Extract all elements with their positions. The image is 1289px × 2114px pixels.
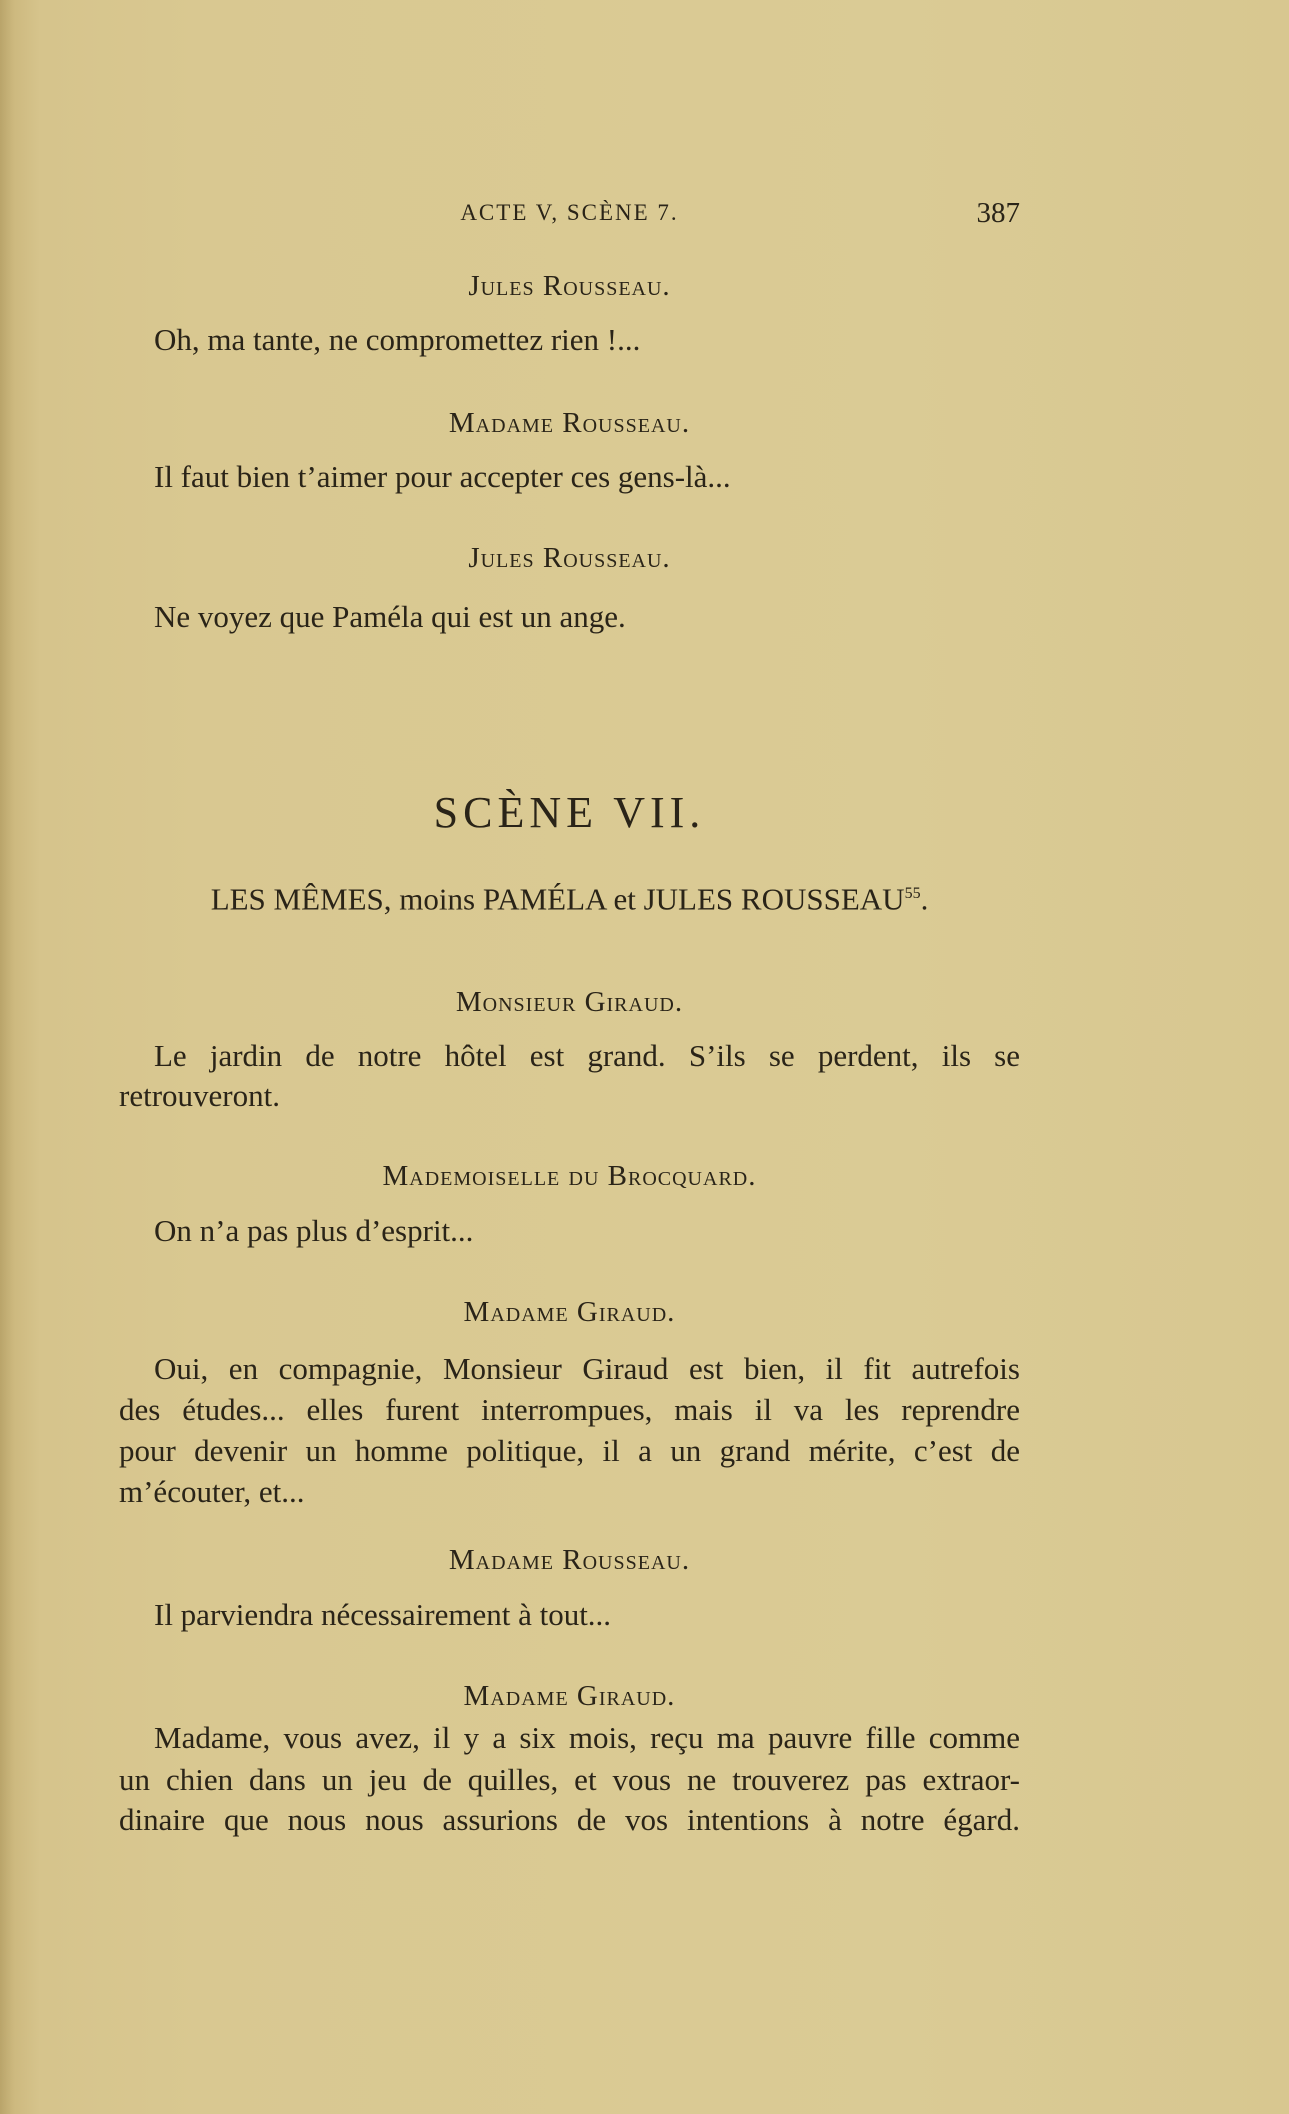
footnote-ref: 55 [904,885,921,902]
running-header: ACTE V, SCÈNE 7. [460,200,679,225]
dialogue-line: un chien dans un jeu de quilles, et vous ne trouverez pas extraor- [119,1762,1020,1797]
dialogue-line: On n’a pas plus d’esprit... [154,1213,474,1248]
dialogue-line: Il parviendra nécessairement à tout... [154,1597,612,1632]
speaker-name: Madame Rousseau. [448,407,691,439]
dialogue-line: Oh, ma tante, ne compromettez rien !... [154,322,641,357]
speaker-name: Jules Rousseau. [468,270,671,302]
dialogue-line: dinaire que nous nous assurions de vos intentions à notre égard. [119,1802,1020,1837]
page-number: 387 [976,197,1020,229]
speaker-name: Mademoiselle du Brocquard. [382,1160,757,1192]
cast-text: LES MÊMES, moins PAMÉLA et JULES ROUSSEAU [210,881,905,917]
dialogue-line: Le jardin de notre hôtel est grand. S’ils se perdent, ils se [154,1038,1020,1073]
speaker-name: Madame Rousseau. [448,1544,691,1576]
speaker-name: Madame Giraud. [463,1680,676,1712]
dialogue-line: pour devenir un homme politique, il a un grand mérite, c’est de [119,1433,1020,1468]
speaker-name: Madame Giraud. [463,1296,676,1328]
dialogue-line: Il faut bien t’aimer pour accepter ces gens-là... [154,459,731,494]
dialogue-line: m’écouter, et... [119,1474,305,1509]
dialogue-line: des études... elles furent interrompues, mais il va les reprendre [119,1392,1020,1427]
cast-end: . [920,881,929,917]
dialogue-line: Ne voyez que Paméla qui est un ange. [154,599,626,634]
scene-cast [119,874,1020,917]
speaker-name: Jules Rousseau. [468,542,671,574]
dialogue-line: retrouveront. [119,1078,280,1113]
scene-title: SCÈNE VII. [433,788,706,837]
dialogue-line: Madame, vous avez, il y a six mois, reçu ma pauvre fille comme [154,1720,1020,1755]
dialogue-line: Oui, en compagnie, Monsieur Giraud est bien, il fit autrefois [154,1351,1020,1386]
speaker-name: Monsieur Giraud. [455,986,684,1018]
